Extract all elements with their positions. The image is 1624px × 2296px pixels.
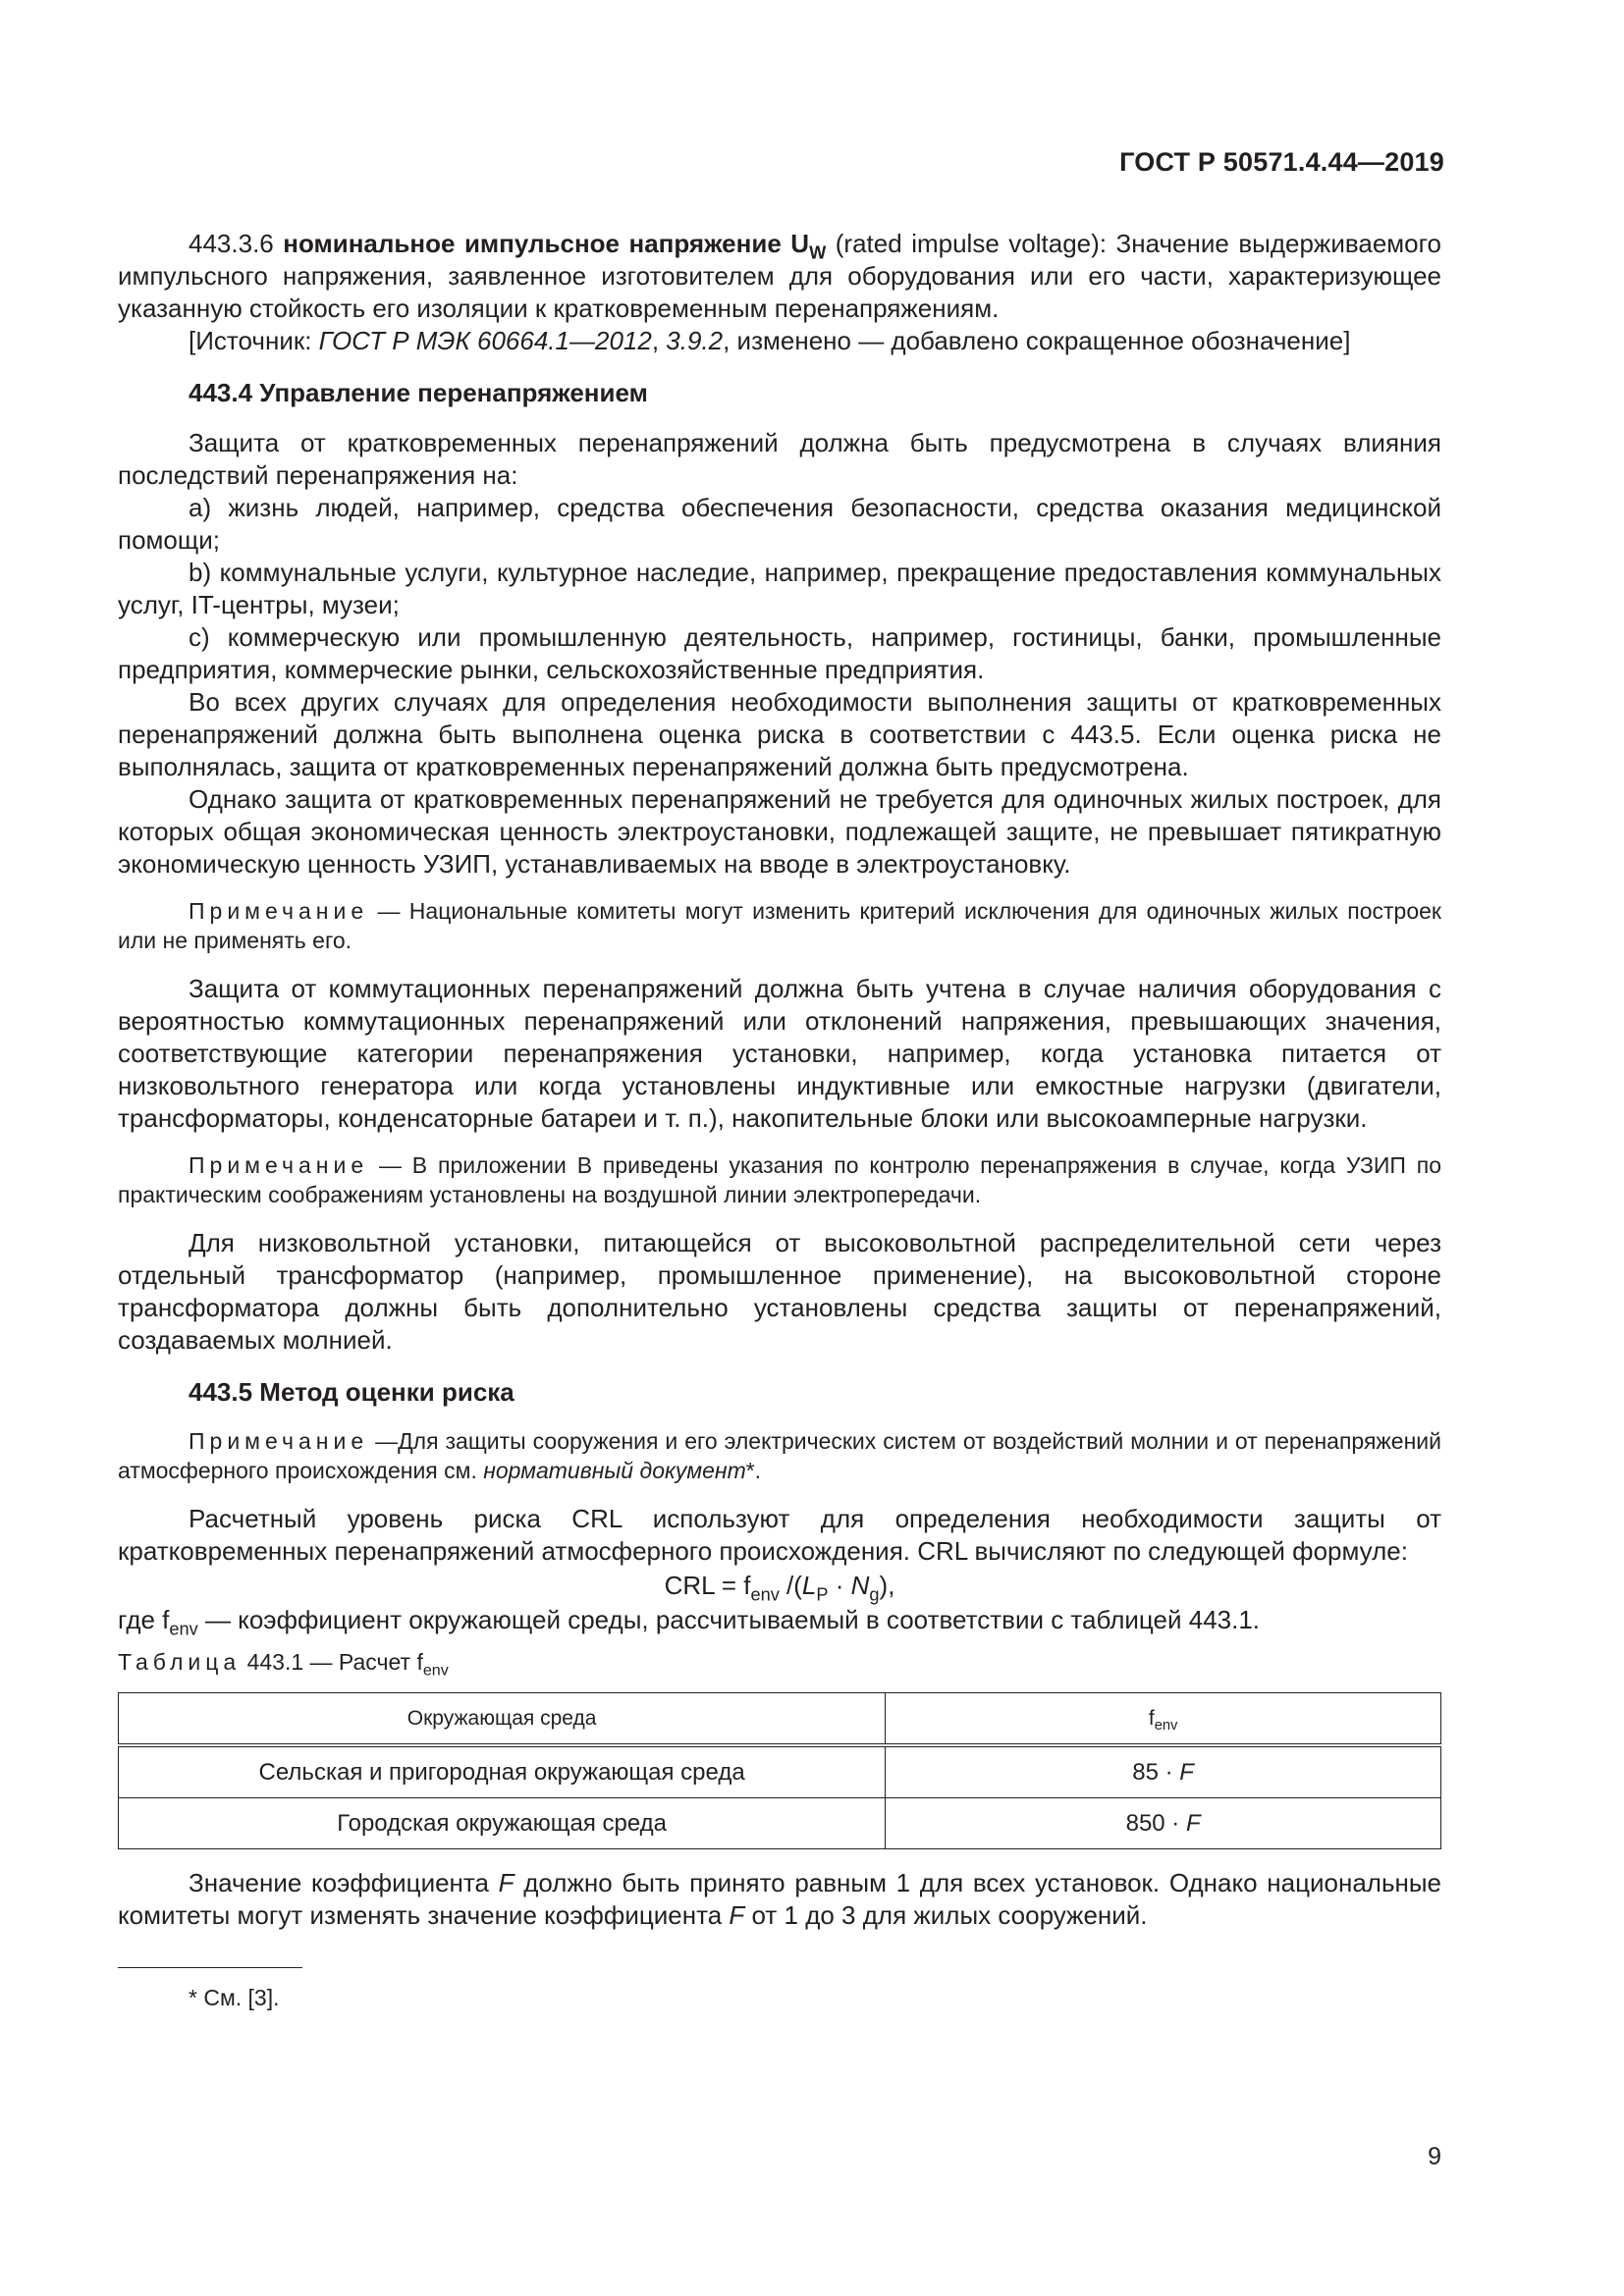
document-code-header: ГОСТ Р 50571.4.44—2019	[1119, 147, 1444, 177]
paragraph: Во всех других случаях для определения необходимости выполнения защиты от кратковременных перенапряжений должна быть выполнена оценка риска в соответствии с 443.5. Если оценка риска не выполнялась, защита от кратковременных перенапряжений должна быть предусмотрена.	[118, 687, 1441, 781]
page-number: 9	[1428, 2143, 1441, 2170]
list-item-c: c) коммерческую или промышленную деятельность, например, гостиницы, банки, промышленные предприятия, коммерческие рынки, сельскохозяйственные предприятия.	[118, 622, 1441, 684]
note: Примечание — Национальные комитеты могут изменить критерий исключения для одиночных жилых построек или не применять его.	[118, 898, 1441, 953]
paragraph: Значение коэффициента F должно быть принято равным 1 для всех установок. Однако национальные комитеты могут изменять значение коэффициента F от 1 до 3 для жилых сооружений.	[118, 1868, 1441, 1930]
table-header-row	[119, 1693, 1441, 1746]
list-item-a: a) жизнь людей, например, средства обеспечения безопасности, средства оказания медицинской помощи;	[118, 493, 1441, 555]
note: Примечание —Для защиты сооружения и его электрических систем от воздействий молнии и от перенапряжений атмосферного происхождения см. нормативный документ*.	[118, 1428, 1441, 1483]
paragraph: Защита от коммутационных перенапряжений должна быть учтена в случае наличия оборудования с вероятностью коммутационных перенапряжений или отклонений напряжения, превышающих значения, соответствующие категории перенапряжения установки, например, когда установка питается от низковольтного генератора или когда установлены индуктивные или емкостные нагрузки (двигатели, трансформаторы, конденсаторные батареи и т. п.), накопительные блоки или высокоамперные нагрузки.	[118, 974, 1441, 1133]
table-row	[119, 1745, 1441, 1798]
crl-formula: CRL = $f_{env}$ $/(L_P \cdot N_g)$,	[664, 1571, 895, 1605]
paragraph: Защита от кратковременных перенапряжений должна быть предусмотрена в случаях влияния последствий перенапряжения на:	[118, 428, 1441, 490]
note: Примечание — В приложении В приведены указания по контролю перенапряжения в случае, когда УЗИП по практическим соображениям установлены на воздушной линии электропередачи.	[118, 1152, 1441, 1207]
clause-source: [Источник: ГОСТ Р МЭК 60664.1—2012, 3.9.2, изменено — добавлено сокращенное обозначение]	[189, 326, 1351, 355]
fenv-table	[118, 1692, 1441, 1849]
table-header-cell: $f_{env}$	[886, 1693, 1441, 1746]
footnote: * См. [3].	[189, 1985, 280, 2010]
clause-443-3-6: 443.3.6 номинальное импульсное напряжение $U_W$ (rated impulse voltage): Значение выдерживаемого импульсного напряжения, заявленное изготовителем для оборудования или его части, характеризующее указанную стойкость его изоляции к кратковременным перенапряжениям.	[118, 229, 1441, 323]
list-item-b: b) коммунальные услуги, культурное наследие, например, прекращение предоставления коммунальных услуг, IT-центры, музеи;	[118, 558, 1441, 619]
paragraph: Однако защита от кратковременных перенапряжений не требуется для одиночных жилых построек, для которых общая экономическая ценность электроустановки, подлежащей защите, не превышает пятикратную экономическую ценность УЗИП, устанавливаемых на вводе в электроустановку.	[118, 784, 1441, 879]
section-heading-443-5: 443.5 Метод оценки риска	[189, 1377, 514, 1407]
table-cell: Сельская и пригородная окружающая среда	[119, 1745, 886, 1798]
paragraph: Расчетный уровень риска CRL используют для определения необходимости защиты от кратковременных перенапряжений атмосферного происхождения. CRL вычисляют по следующей формуле:	[118, 1504, 1441, 1566]
table-row	[119, 1798, 1441, 1849]
table-caption: Таблица 443.1 — Расчет $f_{env}$	[118, 1649, 449, 1680]
document-body	[118, 228, 1441, 2014]
section-heading-443-4: 443.4 Управление перенапряжением	[189, 378, 648, 407]
table-header-cell: Окружающая среда	[119, 1693, 886, 1746]
table-cell: 85 · F	[886, 1745, 1441, 1798]
footnote-divider	[118, 1967, 302, 1968]
paragraph: Для низковольтной установки, питающейся от высоковольтной распределительной сети через отдельный трансформатор (например, промышленное применение), на высоковольтной стороне трансформатора должны быть дополнительно установлены средства защиты от перенапряжений, создаваемых молнией.	[118, 1228, 1441, 1355]
table-cell: 850 · F	[886, 1798, 1441, 1849]
formula-explanation: где $f_{env}$ — коэффициент окружающей среды, рассчитываемый в соответствии с таблицей 443.1.	[118, 1605, 1261, 1639]
table-cell: Городская окружающая среда	[119, 1798, 886, 1849]
term-name: номинальное импульсное напряжение $U_W$	[283, 229, 827, 263]
